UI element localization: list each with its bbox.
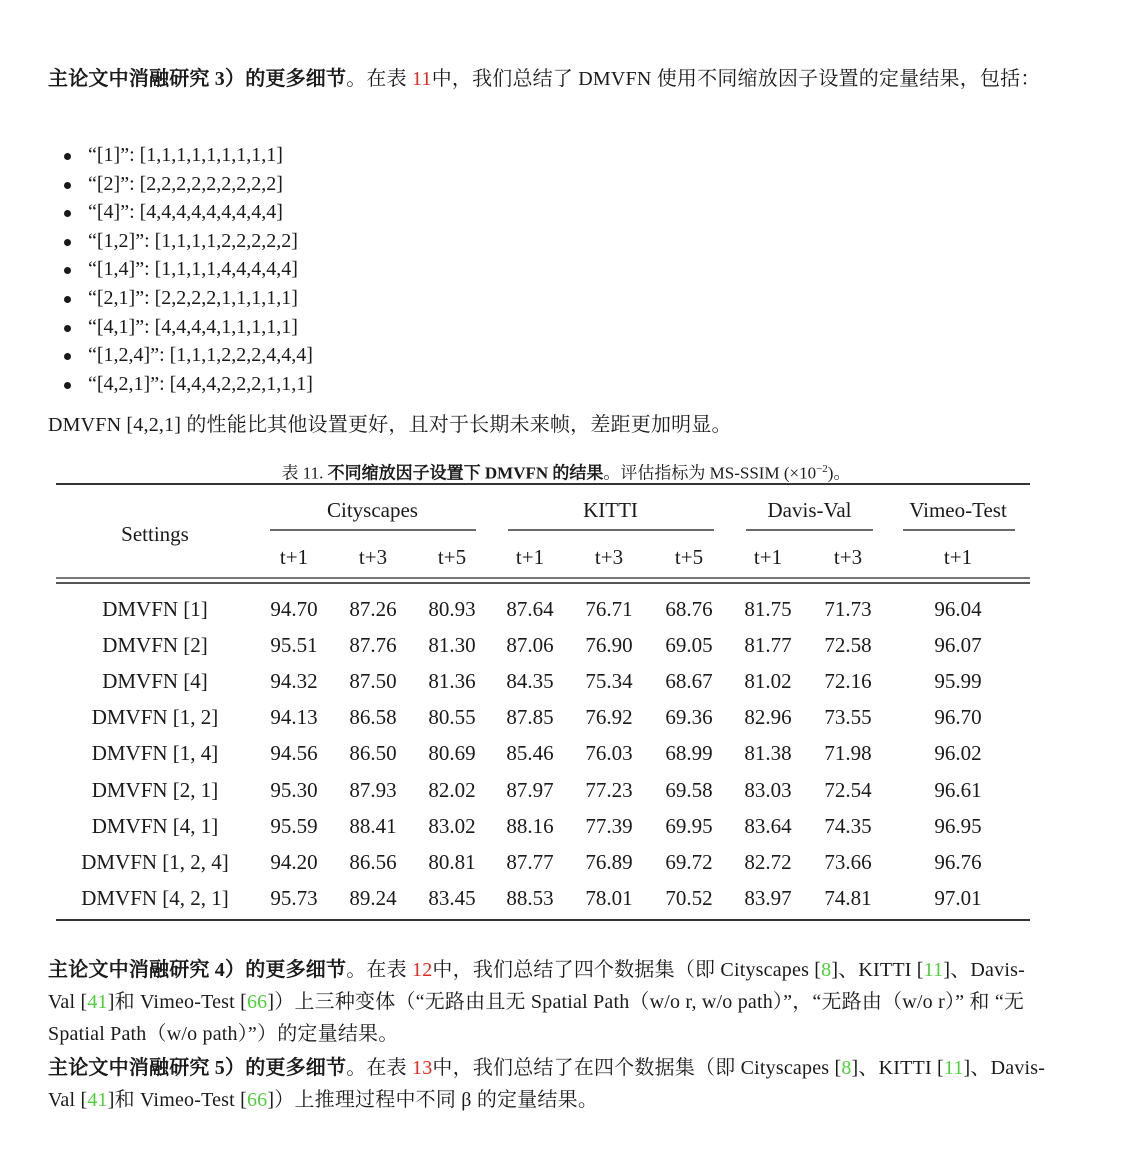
table-cell: 81.38	[744, 741, 792, 765]
table-cell: 73.66	[824, 850, 872, 874]
subheader-cell: t+3	[358, 545, 388, 569]
table-cell: 80.93	[428, 597, 476, 621]
row-setting-name: DMVFN [2, 1]	[91, 778, 219, 802]
citation-link[interactable]: 8	[841, 1057, 852, 1079]
table-cell: 87.06	[506, 633, 554, 657]
table-reference-link[interactable]: 11	[412, 68, 432, 90]
bullet-icon	[64, 153, 71, 160]
table-cell: 94.56	[270, 741, 318, 765]
paragraph-ablation-5: 主论文中消融研究 5）的更多细节。在表 13中，我们总结了在四个数据集（即 Cityscapes [8]、KITTI [11]、Davis-Val [41]和 Vimeo-Test [66]）上推理过程中不同 β 的定量结果。	[48, 1057, 1046, 1111]
table-cell: 88.16	[506, 814, 554, 838]
table-reference-link[interactable]: 13	[412, 1057, 433, 1079]
table-cell: 96.70	[934, 705, 982, 729]
table-cell: 95.99	[934, 669, 982, 693]
paragraph-ablation-4: 主论文中消融研究 4）的更多细节。在表 12中，我们总结了四个数据集（即 Cityscapes [8]、KITTI [11]、Davis-Val [41]和 Vimeo-Test [66]）上三种变体（“无路由且无 Spatial Path（w/o r, w/o path）”，“无路由（w/o r）” 和 “无 Spatial Path（w/o path）”）的定量结果。	[48, 959, 1025, 1045]
subheader-cell: t+5	[674, 545, 704, 569]
bullet-icon	[64, 382, 71, 389]
table-cell: 87.85	[506, 705, 554, 729]
group-header-kitti: KITTI	[583, 498, 638, 522]
table-cell: 85.46	[506, 741, 554, 765]
table-cell: 86.56	[349, 850, 397, 874]
table-cell: 75.34	[585, 669, 633, 693]
table-cell: 76.03	[585, 741, 633, 765]
group-header-vimeo-test: Vimeo-Test	[909, 498, 1007, 522]
table-cell: 86.50	[349, 741, 397, 765]
row-setting-name: DMVFN [4, 2, 1]	[81, 886, 229, 910]
table-cell: 95.73	[270, 886, 318, 910]
table-cell: 81.77	[744, 633, 792, 657]
table-cell: 96.95	[934, 814, 982, 838]
citation-link[interactable]: 41	[87, 991, 108, 1013]
table-cell: 68.76	[665, 597, 713, 621]
table-cell: 87.64	[506, 597, 554, 621]
table-cell: 82.96	[744, 705, 792, 729]
table-cell: 87.76	[349, 633, 397, 657]
table-cell: 83.02	[428, 814, 476, 838]
table-caption: 表 11. 不同缩放因子设置下 DMVFN 的结果。评估指标为 MS-SSIM $(\times 10^{-2})$。	[281, 463, 851, 483]
table-cell: 69.72	[665, 850, 713, 874]
bottom-rule	[56, 919, 1030, 921]
table-cell: 87.93	[349, 778, 397, 802]
table-cell: 80.81	[428, 850, 476, 874]
table-cell: 94.13	[270, 705, 318, 729]
table-cell: 94.20	[270, 850, 318, 874]
group-header-davis-val: Davis-Val	[767, 498, 852, 522]
table-cell: 69.58	[665, 778, 713, 802]
table-cell: 96.76	[934, 850, 982, 874]
citation-link[interactable]: 11	[943, 1057, 964, 1079]
table-cell: 80.55	[428, 705, 476, 729]
table-cell: 68.67	[665, 669, 713, 693]
bullet-icon	[64, 296, 71, 303]
table-cell: 83.45	[428, 886, 476, 910]
subheader-cell: t+5	[437, 545, 467, 569]
table-cell: 69.36	[665, 705, 713, 729]
row-setting-name: DMVFN [2]	[102, 633, 208, 657]
table-cell: 72.54	[824, 778, 872, 802]
table-cell: 77.23	[585, 778, 633, 802]
row-setting-name: DMVFN [1, 2]	[91, 705, 219, 729]
table-cell: 87.50	[349, 669, 397, 693]
paragraph-heading: 主论文中消融研究 5）的更多细节	[48, 1057, 347, 1079]
table-cell: 96.07	[934, 633, 982, 657]
row-setting-name: DMVFN [1, 4]	[91, 741, 219, 765]
cmidrule	[270, 529, 476, 531]
table-cell: 68.99	[665, 741, 713, 765]
table-cell: 96.61	[934, 778, 982, 802]
row-setting-name: DMVFN [4]	[102, 669, 208, 693]
table-cell: 95.59	[270, 814, 318, 838]
table-cell: 97.01	[934, 886, 982, 910]
cmidrule	[903, 529, 1015, 531]
table-cell: 88.41	[349, 814, 397, 838]
list-item: “[2]”: [2,2,2,2,2,2,2,2,2]	[62, 170, 313, 199]
bullet-icon	[64, 267, 71, 274]
table-cell: 71.98	[824, 741, 872, 765]
list-item: “[1]”: [1,1,1,1,1,1,1,1,1]	[62, 141, 313, 170]
table-cell: 74.35	[824, 814, 872, 838]
cmidrule	[508, 529, 714, 531]
list-item: “[2,1]”: [2,2,2,2,1,1,1,1,1]	[62, 284, 313, 313]
row-setting-name: DMVFN [4, 1]	[91, 814, 219, 838]
table-cell: 76.71	[585, 597, 633, 621]
subheader-cell: t+3	[594, 545, 624, 569]
table-cell: 94.70	[270, 597, 318, 621]
subheader-cell: t+1	[753, 545, 783, 569]
row-setting-name: DMVFN [1, 2, 4]	[81, 850, 229, 874]
table-cell: 96.04	[934, 597, 982, 621]
list-item: “[1,2]”: [1,1,1,1,2,2,2,2,2]	[62, 227, 313, 256]
table-cell: 83.64	[744, 814, 792, 838]
subheader-cell: t+1	[515, 545, 545, 569]
citation-link[interactable]: 8	[821, 959, 832, 981]
table-cell: 72.16	[824, 669, 872, 693]
table-cell: 82.02	[428, 778, 476, 802]
table-cell: 87.97	[506, 778, 554, 802]
subheader-cell: t+1	[943, 545, 973, 569]
table-cell: 76.92	[585, 705, 633, 729]
settings-header: Settings	[121, 522, 189, 546]
bullet-icon	[64, 239, 71, 246]
table-cell: 71.73	[824, 597, 872, 621]
table-cell: 81.30	[428, 633, 476, 657]
paragraph-conclusion: DMVFN [4,2,1] 的性能比其他设置更好，且对于长期未来帧，差距更加明显。	[48, 414, 732, 436]
table-cell: 87.77	[506, 850, 554, 874]
bullet-icon	[64, 182, 71, 189]
table-cell: 76.90	[585, 633, 633, 657]
header-double-rule	[56, 582, 1030, 584]
citation-link[interactable]: 41	[87, 1089, 108, 1111]
table-cell: 82.72	[744, 850, 792, 874]
table-cell: 72.58	[824, 633, 872, 657]
group-header-cityscapes: Cityscapes	[327, 498, 418, 522]
citation-link[interactable]: 11	[923, 959, 944, 981]
table-cell: 83.97	[744, 886, 792, 910]
header-double-rule	[56, 577, 1030, 579]
cmidrule	[746, 529, 873, 531]
table-cell: 74.81	[824, 886, 872, 910]
table-cell: 70.52	[665, 886, 713, 910]
list-item: “[1,4]”: [1,1,1,1,4,4,4,4,4]	[62, 255, 313, 284]
paragraph-ablation-3: 主论文中消融研究 3）的更多细节。在表 11中，我们总结了 DMVFN 使用不同缩放因子设置的定量结果，包括：	[48, 68, 1041, 90]
row-setting-name: DMVFN [1]	[102, 597, 208, 621]
table-cell: 84.35	[506, 669, 554, 693]
table-reference-link[interactable]: 12	[412, 959, 433, 981]
table-cell: 69.05	[665, 633, 713, 657]
table-cell: 80.69	[428, 741, 476, 765]
table-cell: 88.53	[506, 886, 554, 910]
table-cell: 95.51	[270, 633, 318, 657]
list-item: “[4,2,1]”: [4,4,4,2,2,2,1,1,1]	[62, 370, 313, 399]
table-cell: 83.03	[744, 778, 792, 802]
citation-link[interactable]: 66	[246, 991, 268, 1013]
subheader-cell: t+1	[279, 545, 309, 569]
list-item: “[4,1]”: [4,4,4,4,1,1,1,1,1]	[62, 313, 313, 342]
table-cell: 81.75	[744, 597, 792, 621]
table-cell: 73.55	[824, 705, 872, 729]
citation-link[interactable]: 66	[246, 1089, 268, 1111]
list-item: “[4]”: [4,4,4,4,4,4,4,4,4]	[62, 198, 313, 227]
table-cell: 78.01	[585, 886, 633, 910]
table-cell: 94.32	[270, 669, 318, 693]
bullet-icon	[64, 325, 71, 332]
table-cell: 81.36	[428, 669, 476, 693]
paragraph-heading: 主论文中消融研究 4）的更多细节	[48, 959, 347, 981]
subheader-cell: t+3	[833, 545, 863, 569]
bullet-icon	[64, 353, 71, 360]
list-item: “[1,2,4]”: [1,1,1,2,2,2,4,4,4]	[62, 341, 313, 370]
scale-factor-list	[62, 141, 313, 398]
table-cell: 81.02	[744, 669, 792, 693]
table-cell: 77.39	[585, 814, 633, 838]
paragraph-heading: 主论文中消融研究 3）的更多细节	[48, 68, 347, 90]
table-cell: 96.02	[934, 741, 982, 765]
table-cell: 76.89	[585, 850, 633, 874]
top-rule	[56, 483, 1030, 485]
table-cell: 69.95	[665, 814, 713, 838]
table-cell: 95.30	[270, 778, 318, 802]
table-cell: 87.26	[349, 597, 397, 621]
bullet-icon	[64, 210, 71, 217]
table-cell: 86.58	[349, 705, 397, 729]
table-cell: 89.24	[349, 886, 397, 910]
